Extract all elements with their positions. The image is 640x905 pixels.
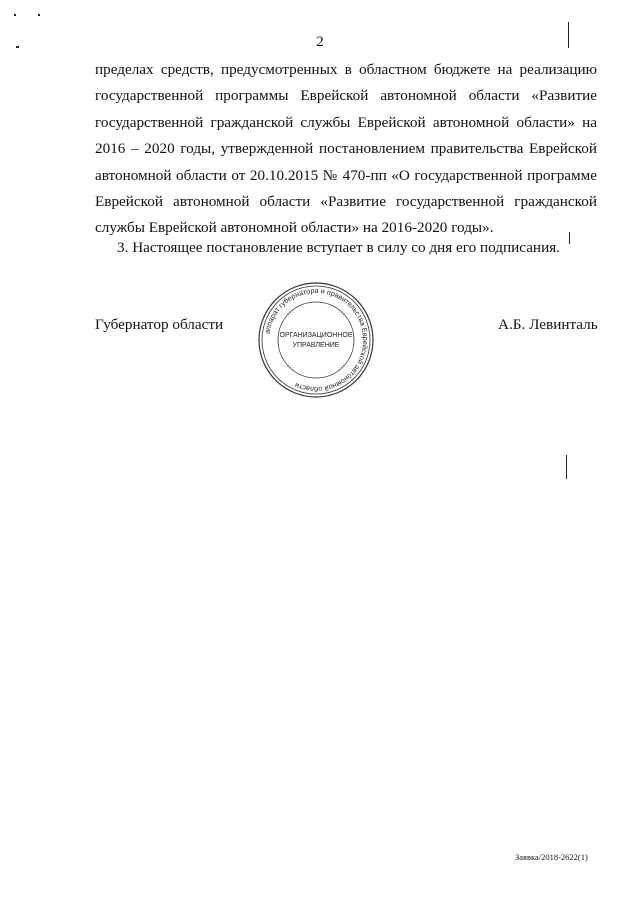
scan-mark bbox=[14, 14, 16, 16]
seal-center-line-2: УПРАВЛЕНИЕ bbox=[292, 342, 340, 349]
scan-mark bbox=[569, 232, 570, 244]
scan-mark bbox=[568, 22, 569, 48]
body-paragraph-2: 3. Настоящее постановление вступает в силу со дня его подписания. bbox=[117, 239, 560, 256]
scan-mark bbox=[38, 14, 40, 16]
official-seal bbox=[256, 280, 376, 400]
scan-mark bbox=[566, 455, 567, 479]
body-paragraph-1: пределах средств, предусмотренных в областном бюджете на реализацию государственной программы Еврейской автономной области «Развитие государственной гражданской службы Еврейской автономной области» на 2016 – 2020 годы, утвержденной постановлением правительства Еврейской автономной области от 20.10.2015 № 470-пп «О государственной программе Еврейской автономной области «Развитие государственной гражданской службы Еврейской автономной области» на 2016-2020 годы». bbox=[95, 61, 597, 237]
seal-ring-text: аппарат губернатора и правительства Еврейской автономной области bbox=[262, 285, 371, 395]
scan-mark bbox=[16, 46, 19, 48]
signatory-name: А.Б. Левинталь bbox=[498, 316, 598, 333]
signatory-position: Губернатор области bbox=[95, 316, 224, 333]
page-number: 2 bbox=[316, 34, 324, 50]
document-code: Заявка/2018-2622(1) bbox=[515, 852, 588, 862]
seal-center-line-1: ОРГАНИЗАЦИОННОЕ bbox=[279, 332, 353, 339]
